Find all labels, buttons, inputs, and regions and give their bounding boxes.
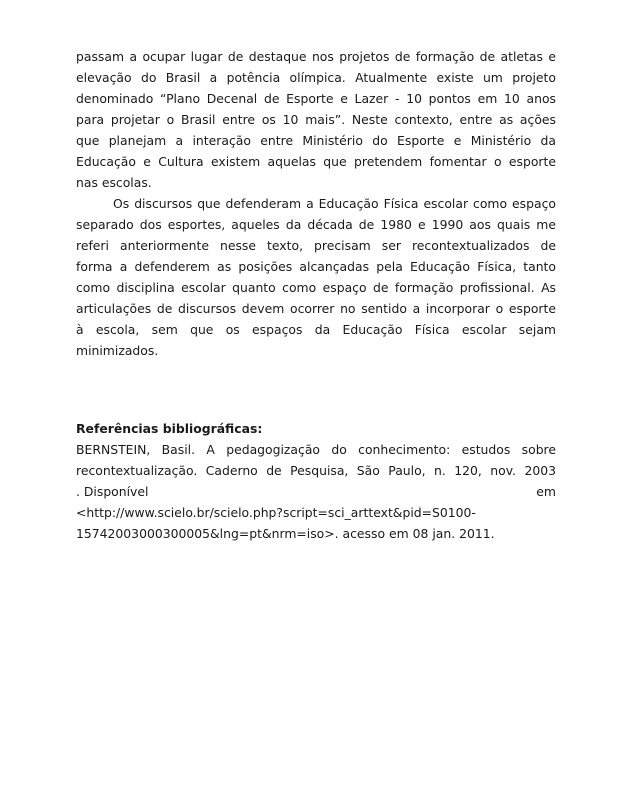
paragraph-line: forma a defenderem as posições alcançadas pela Educação Física, tanto: [76, 259, 556, 274]
reference-url-line: <http://www.scielo.br/scielo.php?script=sci_arttext&pid=S0100-: [76, 505, 476, 520]
paragraph-line: nas escolas.: [76, 175, 152, 190]
reference-em-label: em: [536, 484, 556, 499]
paragraph-line: passam a ocupar lugar de destaque nos projetos de formação de atletas e: [76, 49, 556, 64]
paragraph-line: denominado “Plano Decenal de Esporte e Lazer - 10 pontos em 10 anos: [76, 91, 556, 106]
paragraph-line: para projetar o Brasil entre os 10 mais”. Neste contexto, entre as ações: [76, 112, 556, 127]
paragraph-line: Os discursos que defenderam a Educação Física escolar como espaço: [113, 196, 556, 211]
body-paragraph-1: [76, 46, 556, 193]
spacer: [76, 361, 556, 382]
paragraph-line: Educação e Cultura existem aquelas que pretendem fomentar o esporte: [76, 154, 556, 169]
references-heading: Referências bibliográficas:: [76, 421, 263, 436]
paragraph-line: à escola, sem que os espaços da Educação Física escolar sejam: [76, 322, 556, 337]
paragraph-line: elevação do Brasil a potência olímpica. Atualmente existe um projeto: [76, 70, 556, 85]
reference-access-line: 15742003000300005&lng=pt&nrm=iso>. acesso em 08 jan. 2011.: [76, 526, 495, 541]
references-section: [76, 418, 556, 544]
body-paragraph-2: [76, 193, 556, 361]
paragraph-line: referi anteriormente nesse texto, precisam ser recontextualizados de: [76, 238, 556, 253]
reference-line: BERNSTEIN, Basil. A pedagogização do conhecimento: estudos sobre: [76, 442, 556, 457]
reference-available-label: . Disponível: [76, 484, 149, 499]
spacer: [76, 403, 556, 418]
paragraph-line: separado dos esportes, aqueles da década de 1980 e 1990 aos quais me: [76, 217, 556, 232]
paragraph-line: articulações de discursos devem ocorrer no sentido a incorporar o esporte: [76, 301, 556, 316]
document-page: [76, 46, 556, 544]
spacer: [76, 382, 556, 403]
paragraph-line: como disciplina escolar quanto como espaço de formação profissional. As: [76, 280, 556, 295]
paragraph-line: minimizados.: [76, 343, 159, 358]
reference-line: [76, 481, 556, 502]
reference-line: recontextualização. Caderno de Pesquisa, São Paulo, n. 120, nov. 2003: [76, 463, 556, 478]
paragraph-line: que planejam a interação entre Ministério do Esporte e Ministério da: [76, 133, 556, 148]
